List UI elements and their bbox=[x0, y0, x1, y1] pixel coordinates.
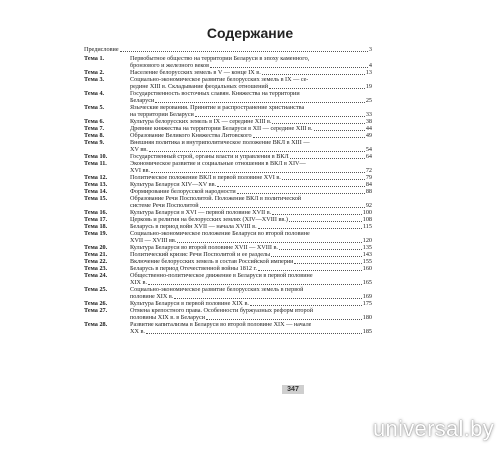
toc-entry[interactable] bbox=[84, 90, 372, 104]
topic-title: XVI вв. bbox=[130, 167, 150, 174]
toc-entry[interactable] bbox=[84, 307, 372, 321]
topic-title: Беларусь в период Отечественной войны 1812 г. bbox=[130, 265, 257, 272]
topic-title: Государственность восточных славян. Княжества на территории bbox=[130, 90, 300, 97]
topic-number: Тема 15. bbox=[84, 195, 108, 202]
topic-number: Тема 8. bbox=[84, 132, 105, 139]
topic-title: Социально-экономическое развитие белорусских земель в первой bbox=[130, 286, 304, 293]
dot-leader bbox=[282, 179, 365, 180]
topic-page: 84 bbox=[365, 181, 372, 188]
topic-title: XX в. bbox=[130, 328, 145, 335]
topic-page: 79 bbox=[365, 174, 372, 181]
dot-leader bbox=[250, 305, 362, 306]
dot-leader bbox=[314, 130, 365, 131]
toc-entry[interactable] bbox=[84, 209, 372, 216]
toc-entry[interactable] bbox=[84, 132, 372, 139]
toc-entry[interactable] bbox=[84, 174, 372, 181]
topic-title: Включение белорусских земель в состав Российской империи bbox=[130, 258, 294, 265]
dot-leader bbox=[146, 333, 362, 334]
topic-number: Тема 17. bbox=[84, 216, 108, 223]
dot-leader bbox=[290, 158, 365, 159]
topic-page: 92 bbox=[365, 202, 372, 209]
toc-entry[interactable] bbox=[84, 272, 372, 286]
dot-leader bbox=[174, 298, 361, 299]
topic-title: Развитие капитализма в Беларуси во второй половине XIX — начале bbox=[130, 321, 312, 328]
topic-title: Экономическое развитие и социальные отношения в ВКЛ в XIV— bbox=[130, 160, 306, 167]
dot-leader bbox=[120, 51, 368, 52]
dot-leader bbox=[210, 67, 368, 68]
topic-title: Внешняя политика и внутриполитическое положение ВКЛ в XIII — bbox=[130, 139, 310, 146]
topic-number: Тема 2. bbox=[84, 69, 105, 76]
topic-title: Древние княжества на территории Беларуси в XII — середине XIII в. bbox=[130, 125, 313, 132]
topic-page: 4 bbox=[368, 62, 372, 69]
topic-page: 64 bbox=[365, 153, 372, 160]
toc-entry[interactable] bbox=[84, 160, 372, 174]
toc-entry[interactable] bbox=[84, 69, 372, 76]
dot-leader bbox=[272, 214, 361, 215]
topic-number: Тема 16. bbox=[84, 209, 108, 216]
dot-leader bbox=[217, 186, 365, 187]
toc-entry[interactable] bbox=[84, 153, 372, 160]
topic-page: 169 bbox=[362, 293, 372, 300]
topic-title: половины XIX в. в Беларуси bbox=[130, 314, 206, 321]
topic-title: Образование Великого Княжества Литовского bbox=[130, 132, 252, 139]
topic-title: Население белорусских земель в V — конце IX в. bbox=[130, 69, 261, 76]
topic-number: Тема 27. bbox=[84, 307, 108, 314]
topic-number: Тема 18. bbox=[84, 223, 108, 230]
topic-title: Отмена крепостного права. Особенности буржуазных реформ второй bbox=[130, 307, 314, 314]
dot-leader bbox=[294, 263, 361, 264]
dot-leader bbox=[272, 123, 364, 124]
topic-title: Политический кризис Речи Посполитой и ее разделы bbox=[130, 251, 271, 258]
topic-page: 49 bbox=[365, 132, 372, 139]
page-number: 347 bbox=[282, 385, 304, 394]
topic-page: 88 bbox=[365, 188, 372, 195]
topic-number: Тема 14. bbox=[84, 188, 108, 195]
dot-leader bbox=[258, 228, 362, 229]
topic-number: Тема 23. bbox=[84, 265, 108, 272]
topic-page: 135 bbox=[362, 244, 372, 251]
topic-page: 100 bbox=[362, 209, 372, 216]
topic-number: Тема 11. bbox=[84, 160, 107, 167]
toc-entry[interactable] bbox=[84, 321, 372, 335]
topic-page: 38 bbox=[365, 118, 372, 125]
dot-leader bbox=[206, 319, 362, 320]
toc-entry[interactable] bbox=[84, 223, 372, 230]
toc-entry[interactable] bbox=[84, 265, 372, 272]
toc-entry[interactable] bbox=[84, 76, 372, 90]
toc-entry[interactable] bbox=[84, 181, 372, 188]
topic-number: Тема 4. bbox=[84, 90, 105, 97]
toc-entry[interactable] bbox=[84, 125, 372, 132]
topic-page: 44 bbox=[365, 125, 372, 132]
topic-title: Государственный строй, органы власти и управления в ВКЛ bbox=[130, 153, 289, 160]
topic-number: Тема 26. bbox=[84, 300, 108, 307]
topic-page: 33 bbox=[365, 111, 372, 118]
topic-number: Тема 12. bbox=[84, 174, 108, 181]
topic-page: 120 bbox=[362, 237, 372, 244]
toc-entry[interactable] bbox=[84, 104, 372, 118]
topic-title: половине XIX в. bbox=[130, 293, 174, 300]
topic-page: 143 bbox=[362, 251, 372, 258]
topic-title: Культура белорусских земель в IX — середине XIII в. bbox=[130, 118, 272, 125]
dot-leader bbox=[279, 249, 362, 250]
topic-number: Тема 5. bbox=[84, 104, 105, 111]
topic-title: Образование Речи Посполитой. Положение ВКЛ в политической bbox=[130, 195, 302, 202]
topic-number: Тема 3. bbox=[84, 76, 105, 83]
toc-entry[interactable] bbox=[84, 118, 372, 125]
topic-title: Социально-экономическое положение Беларуси во второй половине bbox=[130, 230, 310, 237]
topic-page: 72 bbox=[365, 167, 372, 174]
topic-title: Культура Беларуси XIV—XV вв. bbox=[130, 181, 217, 188]
topic-page: 19 bbox=[365, 83, 372, 90]
topic-number: Тема 1. bbox=[84, 55, 105, 62]
dot-leader bbox=[195, 116, 365, 117]
topic-title: Беларусь в период войн XVII — начала XVIII в. bbox=[130, 223, 257, 230]
toc-entry[interactable] bbox=[84, 251, 372, 258]
toc-preface[interactable] bbox=[84, 46, 372, 55]
topic-title: Социально-экономическое развитие белорусских земель в IX — се- bbox=[130, 76, 309, 83]
topic-page: 13 bbox=[365, 69, 372, 76]
preface-title: Предисловие bbox=[84, 46, 119, 53]
toc-entry[interactable] bbox=[84, 195, 372, 209]
topic-title: Беларуси bbox=[130, 97, 155, 104]
topic-page: 115 bbox=[362, 223, 372, 230]
dot-leader bbox=[148, 284, 362, 285]
topic-title: XIX в. bbox=[130, 279, 148, 286]
topic-number: Тема 19. bbox=[84, 230, 108, 237]
toc-entry[interactable] bbox=[84, 230, 372, 244]
dot-leader bbox=[149, 151, 365, 152]
page-title: Содержание bbox=[206, 25, 294, 41]
topic-number: Тема 21. bbox=[84, 251, 108, 258]
topic-number: Тема 9. bbox=[84, 139, 105, 146]
topic-title: Культура Беларуси во второй половине XVII — XVIII в. bbox=[130, 244, 278, 251]
dot-leader bbox=[237, 193, 365, 194]
topic-title: редине XIII в. Складывание феодальных отношений bbox=[130, 83, 269, 90]
toc-entry[interactable] bbox=[84, 286, 372, 300]
preface-page: 3 bbox=[368, 46, 372, 53]
topic-page: 165 bbox=[362, 279, 372, 286]
topic-page: 185 bbox=[362, 328, 372, 335]
topic-number: Тема 7. bbox=[84, 125, 105, 132]
dot-leader bbox=[271, 256, 362, 257]
topic-title: бронзового и железного веков bbox=[130, 62, 210, 69]
dot-leader bbox=[155, 102, 365, 103]
dot-leader bbox=[151, 172, 365, 173]
toc-entry[interactable] bbox=[84, 300, 372, 307]
topic-number: Тема 20. bbox=[84, 244, 108, 251]
topic-number: Тема 24. bbox=[84, 272, 108, 279]
toc-entry[interactable] bbox=[84, 258, 372, 265]
topic-number: Тема 10. bbox=[84, 153, 108, 160]
topic-title: Культура Беларуси в первой половине XIX в. bbox=[130, 300, 249, 307]
topic-title: Церковь и религия на белорусских землях (XIV—XVIII вв.) bbox=[130, 216, 288, 223]
topic-title: Культура Беларуси в XVI — первой половине XVII в. bbox=[130, 209, 272, 216]
topic-title: XV вв. bbox=[130, 146, 148, 153]
topic-number: Тема 6. bbox=[84, 118, 105, 125]
topic-page: 108 bbox=[362, 216, 372, 223]
toc-entry[interactable] bbox=[84, 188, 372, 195]
dot-leader bbox=[200, 207, 365, 208]
topic-page: 25 bbox=[365, 97, 372, 104]
toc-entry[interactable] bbox=[84, 55, 372, 69]
topic-page: 155 bbox=[362, 258, 372, 265]
dot-leader bbox=[289, 221, 362, 222]
topic-title: XVII — XVIII вв. bbox=[130, 237, 177, 244]
topic-title: системе Речи Посполитой bbox=[130, 202, 199, 209]
toc-entry[interactable] bbox=[84, 216, 372, 223]
topic-number: Тема 28. bbox=[84, 321, 108, 328]
toc-entry[interactable] bbox=[84, 244, 372, 251]
topic-title: Формирование белорусской народности bbox=[130, 188, 236, 195]
topic-number: Тема 25. bbox=[84, 286, 108, 293]
watermark: universal.by bbox=[373, 416, 494, 441]
dot-leader bbox=[177, 242, 361, 243]
dot-leader bbox=[253, 137, 365, 138]
topic-number: Тема 22. bbox=[84, 258, 108, 265]
topic-page: 54 bbox=[365, 146, 372, 153]
topic-page: 160 bbox=[362, 265, 372, 272]
topic-title: на территории Беларуси bbox=[130, 111, 194, 118]
topic-page: 175 bbox=[362, 300, 372, 307]
topic-title: Языческие верования. Принятие и распространение христианства bbox=[130, 104, 305, 111]
topic-title: Общественно-политическое движение в Беларуси в первой половине bbox=[130, 272, 313, 279]
toc-entry[interactable] bbox=[84, 139, 372, 153]
dot-leader bbox=[269, 88, 365, 89]
topic-title: Политическое положение ВКЛ в первой половине XVI в. bbox=[130, 174, 281, 181]
topic-title: Первобытное общество на территории Беларуси в эпоху каменного, bbox=[130, 55, 310, 62]
topic-number: Тема 13. bbox=[84, 181, 108, 188]
topic-page: 180 bbox=[362, 314, 372, 321]
dot-leader bbox=[258, 270, 362, 271]
dot-leader bbox=[262, 74, 365, 75]
table-of-contents bbox=[84, 46, 372, 335]
